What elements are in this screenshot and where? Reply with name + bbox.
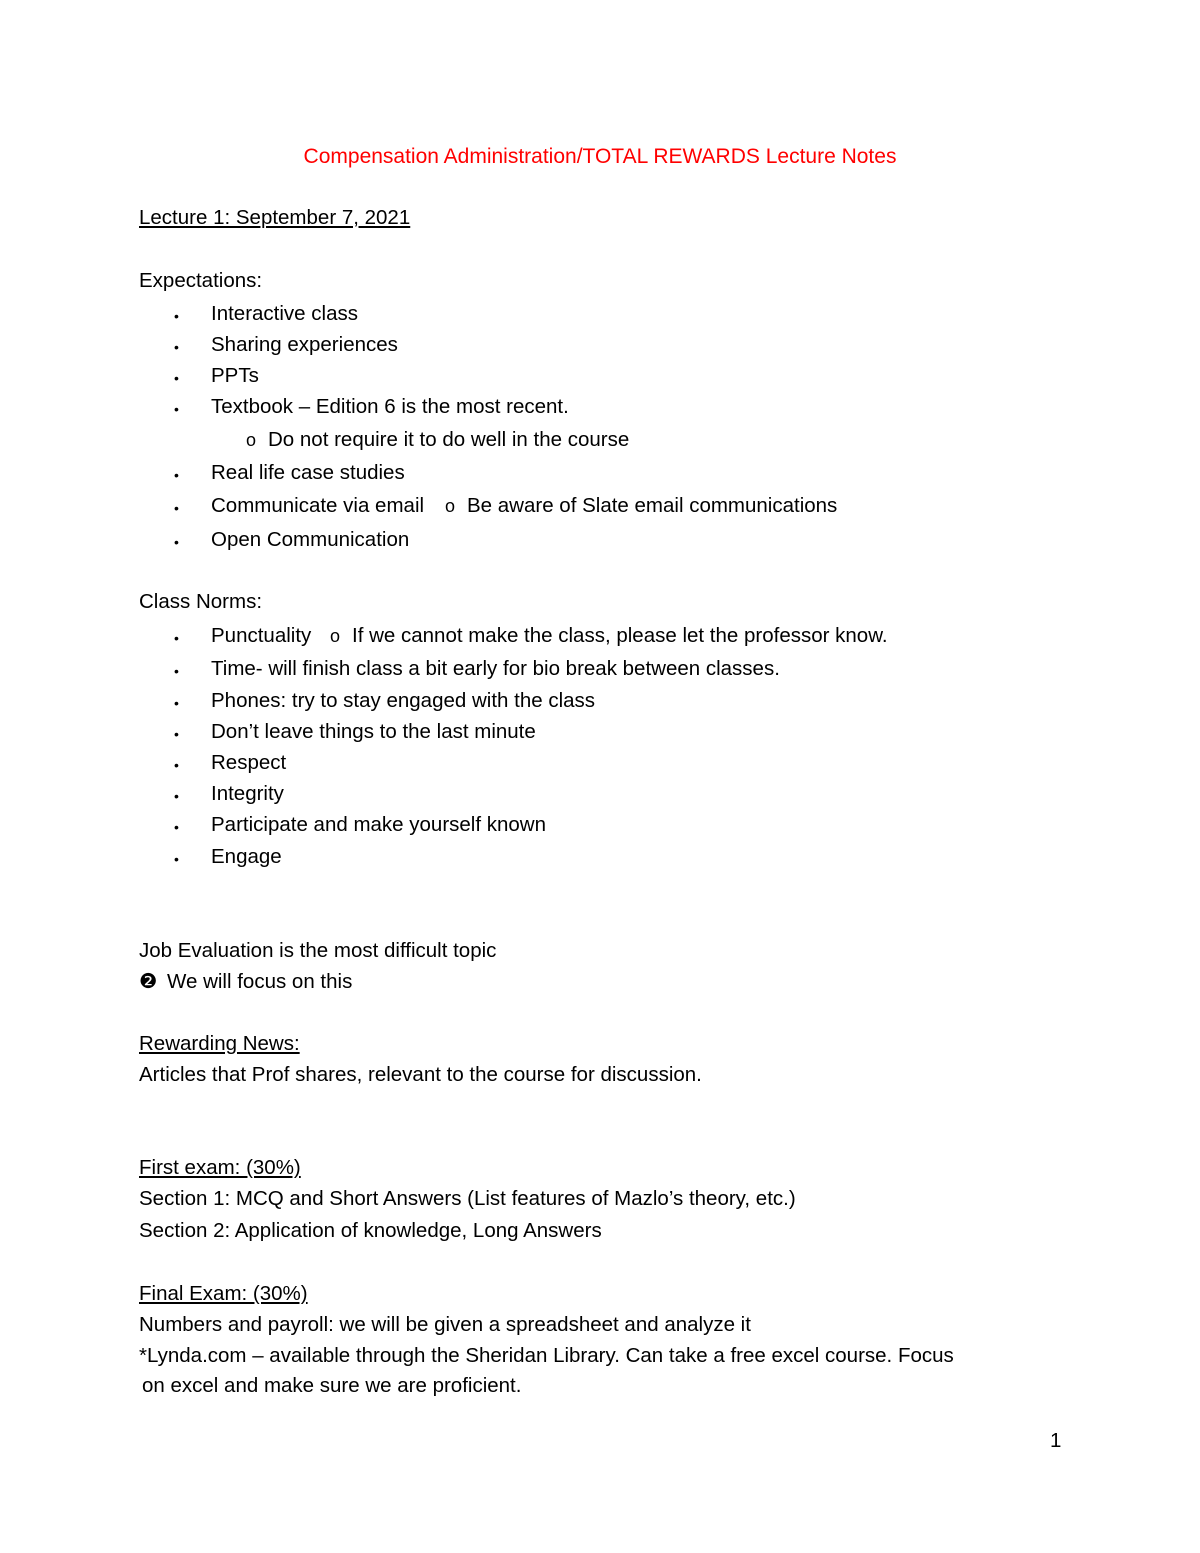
bullet-marker: • <box>174 370 179 386</box>
list-item: Interactive class <box>211 302 358 325</box>
job-evaluation-line: Job Evaluation is the most difficult topic <box>139 939 497 962</box>
list-item: Respect <box>211 751 287 774</box>
bullet-marker: • <box>174 726 179 742</box>
bullet-marker: • <box>174 788 179 804</box>
list-item: Don’t leave things to the last minute <box>211 720 536 743</box>
bullet-marker: • <box>174 663 179 679</box>
list-item: Phones: try to stay engaged with the class <box>211 689 596 712</box>
first-exam-section-1: Section 1: MCQ and Short Answers (List features of Mazlo’s theory, etc.) <box>139 1187 796 1210</box>
final-exam-heading: Final Exam: (30%) <box>139 1282 308 1305</box>
list-item: Textbook – Edition 6 is the most recent. <box>211 395 569 418</box>
bullet-marker: • <box>174 757 179 773</box>
bullet-marker: • <box>174 819 179 835</box>
bullet-marker: • <box>174 500 179 516</box>
document-title: Compensation Administration/TOTAL REWARDS Lecture Notes <box>303 145 897 168</box>
list-item: Real life case studies <box>211 461 405 484</box>
sub-list-item: Do not require it to do well in the course <box>268 428 630 451</box>
final-exam-line-3: on excel and make sure we are proficient. <box>142 1374 522 1397</box>
list-item: PPTs <box>211 364 259 387</box>
class-norms-heading: Class Norms: <box>139 590 263 613</box>
bullet-marker: • <box>174 467 179 483</box>
final-exam-line-2: *Lynda.com – available through the Sheridan Library. Can take a free excel course. Focus <box>139 1344 954 1367</box>
job-evaluation-note: We will focus on this <box>167 970 353 993</box>
final-exam-line-1: Numbers and payroll: we will be given a spreadsheet and analyze it <box>139 1313 751 1336</box>
numbered-marker-icon: ❷ <box>139 970 158 993</box>
list-item: Engage <box>211 845 282 868</box>
expectations-heading: Expectations: <box>139 269 263 292</box>
rewarding-news-heading: Rewarding News: <box>139 1032 300 1055</box>
list-item: Punctuality <box>211 624 312 647</box>
first-exam-heading: First exam: (30%) <box>139 1156 301 1179</box>
inline-sub-item: If we cannot make the class, please let the professor know. <box>352 624 888 647</box>
first-exam-section-2: Section 2: Application of knowledge, Long Answers <box>139 1219 602 1242</box>
sub-bullet-marker: o <box>330 626 341 646</box>
list-item: Participate and make yourself known <box>211 813 547 836</box>
inline-sub-item: Be aware of Slate email communications <box>467 494 838 517</box>
bullet-marker: • <box>174 851 179 867</box>
lecture-heading: Lecture 1: September 7, 2021 <box>139 206 411 229</box>
rewarding-news-text: Articles that Prof shares, relevant to the course for discussion. <box>139 1063 702 1086</box>
sub-bullet-marker: o <box>246 430 257 450</box>
list-item: Sharing experiences <box>211 333 398 356</box>
sub-bullet-marker: o <box>445 496 456 516</box>
list-item: Time- will finish class a bit early for bio break between classes. <box>211 657 780 680</box>
list-item: Communicate via email <box>211 494 425 517</box>
list-item: Open Communication <box>211 528 410 551</box>
bullet-marker: • <box>174 534 179 550</box>
bullet-marker: • <box>174 308 179 324</box>
bullet-marker: • <box>174 401 179 417</box>
page-number: 1 <box>1050 1429 1062 1452</box>
bullet-marker: • <box>174 339 179 355</box>
bullet-marker: • <box>174 695 179 711</box>
bullet-marker: • <box>174 630 179 646</box>
list-item: Integrity <box>211 782 284 805</box>
